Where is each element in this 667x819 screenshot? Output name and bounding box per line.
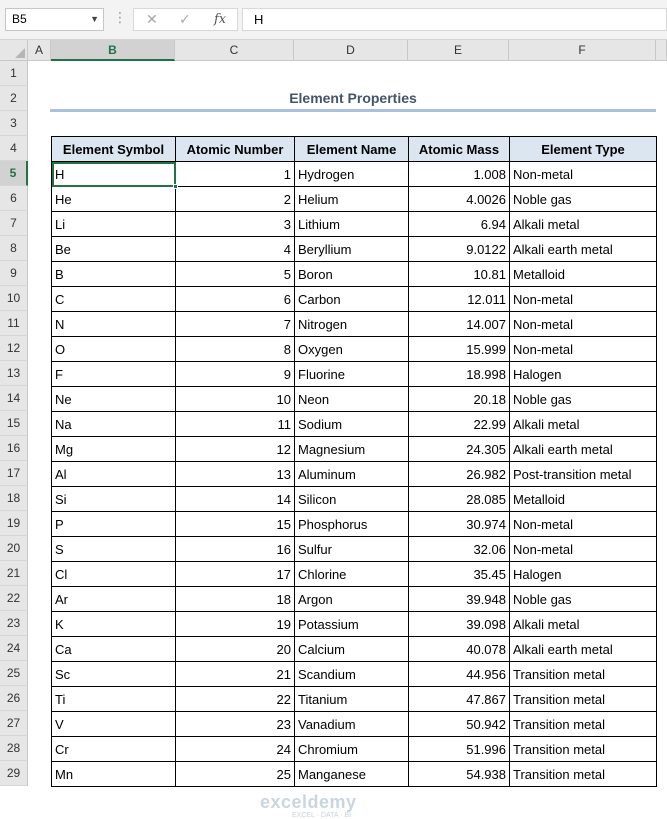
row-header-1[interactable]: 1 (0, 61, 28, 86)
table-cell[interactable]: Non-metal (510, 337, 657, 362)
table-cell[interactable]: 18.998 (409, 362, 510, 387)
row-header-13[interactable]: 13 (0, 361, 28, 386)
table-cell[interactable]: Alkali earth metal (510, 437, 657, 462)
table-cell[interactable]: 16 (176, 537, 295, 562)
table-cell[interactable]: 3 (176, 212, 295, 237)
table-row (52, 287, 657, 312)
row-header-5[interactable]: 5 (0, 161, 28, 186)
table-cell[interactable]: Silicon (295, 487, 409, 512)
table-cell[interactable]: Hydrogen (295, 162, 409, 187)
table-header-cell[interactable]: Atomic Number (176, 137, 295, 162)
row-header-25[interactable]: 25 (0, 661, 28, 686)
table-cell[interactable]: Sodium (295, 412, 409, 437)
row-header-8[interactable]: 8 (0, 236, 28, 261)
row-header-26[interactable]: 26 (0, 686, 28, 711)
table-cell[interactable]: 12 (176, 437, 295, 462)
table-cell[interactable]: K (52, 612, 176, 637)
table-cell[interactable]: Be (52, 237, 176, 262)
row-header-10[interactable]: 10 (0, 286, 28, 311)
row-header-7[interactable]: 7 (0, 211, 28, 236)
table-cell[interactable]: Chromium (295, 737, 409, 762)
table-cell[interactable]: 30.974 (409, 512, 510, 537)
table-row (52, 212, 657, 237)
table-cell[interactable]: Cr (52, 737, 176, 762)
table-row (52, 462, 657, 487)
active-cell-value: H (55, 166, 65, 182)
row-header-28[interactable]: 28 (0, 736, 28, 761)
table-row (52, 262, 657, 287)
column-header-f[interactable]: F (509, 40, 656, 61)
table-cell[interactable]: 14.007 (409, 312, 510, 337)
row-header-4[interactable]: 4 (0, 136, 28, 161)
table-cell[interactable]: 51.996 (409, 737, 510, 762)
table-cell[interactable]: 20 (176, 637, 295, 662)
table-cell[interactable]: Ca (52, 637, 176, 662)
table-cell[interactable]: Non-metal (510, 537, 657, 562)
table-cell[interactable]: 32.06 (409, 537, 510, 562)
table-cell[interactable]: Metalloid (510, 262, 657, 287)
table-cell[interactable]: 8 (176, 337, 295, 362)
table-cell[interactable]: Na (52, 412, 176, 437)
row-header-6[interactable]: 6 (0, 186, 28, 211)
table-cell[interactable]: 22.99 (409, 412, 510, 437)
table-cell[interactable]: N (52, 312, 176, 337)
row-header-11[interactable]: 11 (0, 311, 28, 336)
table-cell[interactable]: Al (52, 462, 176, 487)
row-header-20[interactable]: 20 (0, 536, 28, 561)
drag-handle-icon[interactable]: ⋮ (113, 9, 126, 25)
table-cell[interactable]: Boron (295, 262, 409, 287)
table-cell[interactable]: Non-metal (510, 287, 657, 312)
table-cell[interactable]: 6 (176, 287, 295, 312)
table-cell[interactable]: 2 (176, 187, 295, 212)
table-cell[interactable]: Non-metal (510, 162, 657, 187)
table-cell[interactable]: 7 (176, 312, 295, 337)
table-cell[interactable]: Noble gas (510, 387, 657, 412)
table-cell[interactable]: Manganese (295, 762, 409, 787)
table-cell[interactable]: Alkali metal (510, 412, 657, 437)
column-header-e[interactable]: E (408, 40, 509, 61)
formula-bar (0, 0, 667, 40)
table-row (52, 437, 657, 462)
column-header-c[interactable]: C (175, 40, 294, 61)
table-row (52, 237, 657, 262)
table-cell[interactable]: 4 (176, 237, 295, 262)
table-row (52, 187, 657, 212)
column-header-a[interactable]: A (28, 40, 51, 61)
enter-icon[interactable]: ✓ (179, 11, 191, 27)
table-cell[interactable]: Metalloid (510, 487, 657, 512)
table-cell[interactable]: 54.938 (409, 762, 510, 787)
chevron-down-icon[interactable]: ▼ (90, 14, 99, 24)
table-cell[interactable]: C (52, 287, 176, 312)
table-row (52, 337, 657, 362)
table-cell[interactable]: P (52, 512, 176, 537)
table-cell[interactable]: 11 (176, 412, 295, 437)
table-cell[interactable]: Ti (52, 687, 176, 712)
table-cell[interactable]: 44.956 (409, 662, 510, 687)
fill-handle[interactable] (173, 184, 178, 189)
table-cell[interactable]: Cl (52, 562, 176, 587)
row-header-29[interactable]: 29 (0, 761, 28, 786)
insert-function-icon[interactable]: fx (214, 12, 227, 27)
table-row (52, 387, 657, 412)
table-row (52, 712, 657, 737)
table-cell[interactable]: 1.008 (409, 162, 510, 187)
table-row (52, 487, 657, 512)
row-header-2[interactable]: 2 (0, 86, 28, 111)
table-header-row (52, 137, 657, 162)
table-cell[interactable]: 4.0026 (409, 187, 510, 212)
table-row (52, 412, 657, 437)
table-cell[interactable]: 21 (176, 662, 295, 687)
table-cell[interactable]: 6.94 (409, 212, 510, 237)
table-cell[interactable]: Aluminum (295, 462, 409, 487)
table-cell[interactable]: 19 (176, 612, 295, 637)
sheet-title[interactable]: Element Properties (289, 90, 417, 106)
table-cell[interactable]: Sulfur (295, 537, 409, 562)
table-cell[interactable]: 13 (176, 462, 295, 487)
table-cell[interactable]: 23 (176, 712, 295, 737)
table-row (52, 737, 657, 762)
table-row (52, 587, 657, 612)
table-cell[interactable]: Ar (52, 587, 176, 612)
table-header-cell[interactable]: Element Symbol (52, 137, 176, 162)
name-box[interactable] (5, 8, 104, 31)
table-cell[interactable]: 5 (176, 262, 295, 287)
table-cell[interactable]: Transition metal (510, 737, 657, 762)
table-row (52, 512, 657, 537)
table-cell[interactable]: 17 (176, 562, 295, 587)
table-cell[interactable]: He (52, 187, 176, 212)
row-header-21[interactable]: 21 (0, 561, 28, 586)
table-cell[interactable]: 39.948 (409, 587, 510, 612)
table-cell[interactable]: F (52, 362, 176, 387)
table-cell[interactable]: Noble gas (510, 587, 657, 612)
formula-input[interactable]: H (242, 8, 667, 31)
table-cell[interactable]: Nitrogen (295, 312, 409, 337)
active-cell[interactable] (52, 162, 176, 187)
row-header-17[interactable]: 17 (0, 461, 28, 486)
table-header-cell[interactable]: Element Type (510, 137, 657, 162)
table-row (52, 687, 657, 712)
row-header-16[interactable]: 16 (0, 436, 28, 461)
table-cell[interactable]: Transition metal (510, 762, 657, 787)
row-header-22[interactable]: 22 (0, 586, 28, 611)
table-cell[interactable]: Calcium (295, 637, 409, 662)
table-cell[interactable]: Ne (52, 387, 176, 412)
table-cell[interactable]: Potassium (295, 612, 409, 637)
row-header-15[interactable]: 15 (0, 411, 28, 436)
table-cell[interactable]: Transition metal (510, 687, 657, 712)
table-cell[interactable]: Alkali metal (510, 212, 657, 237)
table-cell[interactable]: 18 (176, 587, 295, 612)
table-header-cell[interactable]: Element Name (295, 137, 409, 162)
table-cell[interactable]: 9.0122 (409, 237, 510, 262)
table-row (52, 637, 657, 662)
table-cell[interactable]: 40.078 (409, 637, 510, 662)
table-cell[interactable]: Vanadium (295, 712, 409, 737)
select-all-icon (15, 48, 25, 58)
table-cell[interactable]: Non-metal (510, 312, 657, 337)
table-cell[interactable]: 14 (176, 487, 295, 512)
table-cell[interactable]: Transition metal (510, 712, 657, 737)
table-cell[interactable]: 28.085 (409, 487, 510, 512)
table-cell[interactable]: Halogen (510, 362, 657, 387)
table-cell[interactable]: 35.45 (409, 562, 510, 587)
table-cell[interactable]: Mg (52, 437, 176, 462)
table-row (52, 362, 657, 387)
table-cell[interactable]: Noble gas (510, 187, 657, 212)
table-cell[interactable]: Alkali earth metal (510, 237, 657, 262)
row-header-19[interactable]: 19 (0, 511, 28, 536)
table-header-cell[interactable]: Atomic Mass (409, 137, 510, 162)
table-cell[interactable]: Helium (295, 187, 409, 212)
cancel-icon[interactable]: ✕ (146, 11, 158, 27)
table-row (52, 662, 657, 687)
table-cell[interactable]: Scandium (295, 662, 409, 687)
name-box-value: B5 (12, 12, 27, 26)
table-cell[interactable]: Fluorine (295, 362, 409, 387)
table-cell[interactable]: 24.305 (409, 437, 510, 462)
table-cell[interactable]: Mn (52, 762, 176, 787)
table-cell[interactable]: 24 (176, 737, 295, 762)
title-underline (50, 109, 656, 112)
table-cell[interactable]: Chlorine (295, 562, 409, 587)
sheet-area (28, 61, 667, 800)
table-row (52, 312, 657, 337)
table-cell[interactable]: Lithium (295, 212, 409, 237)
table-row (52, 162, 657, 187)
table-cell[interactable]: Sc (52, 662, 176, 687)
table-cell[interactable]: B (52, 262, 176, 287)
row-header-23[interactable]: 23 (0, 611, 28, 636)
table-cell[interactable]: Beryllium (295, 237, 409, 262)
column-header-b[interactable]: B (51, 40, 175, 61)
table-cell[interactable]: Neon (295, 387, 409, 412)
table-cell[interactable]: Non-metal (510, 512, 657, 537)
table-cell[interactable]: Si (52, 487, 176, 512)
table-cell[interactable]: Post-transition metal (510, 462, 657, 487)
table-cell[interactable]: Alkali earth metal (510, 637, 657, 662)
select-all-button[interactable] (0, 40, 28, 61)
table-row (52, 762, 657, 787)
table-cell[interactable]: 10.81 (409, 262, 510, 287)
table-cell[interactable]: 15.999 (409, 337, 510, 362)
table-row (52, 537, 657, 562)
row-header-12[interactable]: 12 (0, 336, 28, 361)
table-cell[interactable]: Li (52, 212, 176, 237)
row-header-18[interactable]: 18 (0, 486, 28, 511)
table-cell[interactable]: Phosphorus (295, 512, 409, 537)
table-cell[interactable]: Halogen (510, 562, 657, 587)
table-row (52, 612, 657, 637)
table-cell[interactable]: 12.011 (409, 287, 510, 312)
worksheet-grid (0, 40, 667, 819)
table-cell[interactable]: 20.18 (409, 387, 510, 412)
table-cell[interactable]: 22 (176, 687, 295, 712)
table-cell[interactable]: Alkali metal (510, 612, 657, 637)
table-cell[interactable]: 1 (176, 162, 295, 187)
row-header-24[interactable]: 24 (0, 636, 28, 661)
row-header-9[interactable]: 9 (0, 261, 28, 286)
table-cell[interactable]: 39.098 (409, 612, 510, 637)
formula-buttons (133, 8, 238, 31)
row-header-3[interactable]: 3 (0, 111, 28, 136)
table-cell[interactable]: 9 (176, 362, 295, 387)
column-header-g[interactable] (656, 40, 667, 61)
row-header-27[interactable]: 27 (0, 711, 28, 736)
table-cell[interactable]: Carbon (295, 287, 409, 312)
table-cell[interactable]: Transition metal (510, 662, 657, 687)
table-cell[interactable]: 47.867 (409, 687, 510, 712)
table-cell[interactable]: 50.942 (409, 712, 510, 737)
element-table (51, 136, 657, 787)
watermark-logo: exceldemy (260, 792, 357, 812)
watermark-tagline: EXCEL · DATA · BI (292, 812, 351, 819)
table-cell[interactable]: V (52, 712, 176, 737)
table-cell[interactable]: S (52, 537, 176, 562)
table-cell[interactable]: Oxygen (295, 337, 409, 362)
table-cell[interactable]: 10 (176, 387, 295, 412)
table-cell[interactable]: 15 (176, 512, 295, 537)
table-cell[interactable]: 26.982 (409, 462, 510, 487)
column-header-d[interactable]: D (294, 40, 408, 61)
table-row (52, 562, 657, 587)
table-cell[interactable]: Titanium (295, 687, 409, 712)
row-header-14[interactable]: 14 (0, 386, 28, 411)
table-cell[interactable]: O (52, 337, 176, 362)
table-cell[interactable]: Magnesium (295, 437, 409, 462)
table-cell[interactable]: 25 (176, 762, 295, 787)
table-cell[interactable]: Argon (295, 587, 409, 612)
